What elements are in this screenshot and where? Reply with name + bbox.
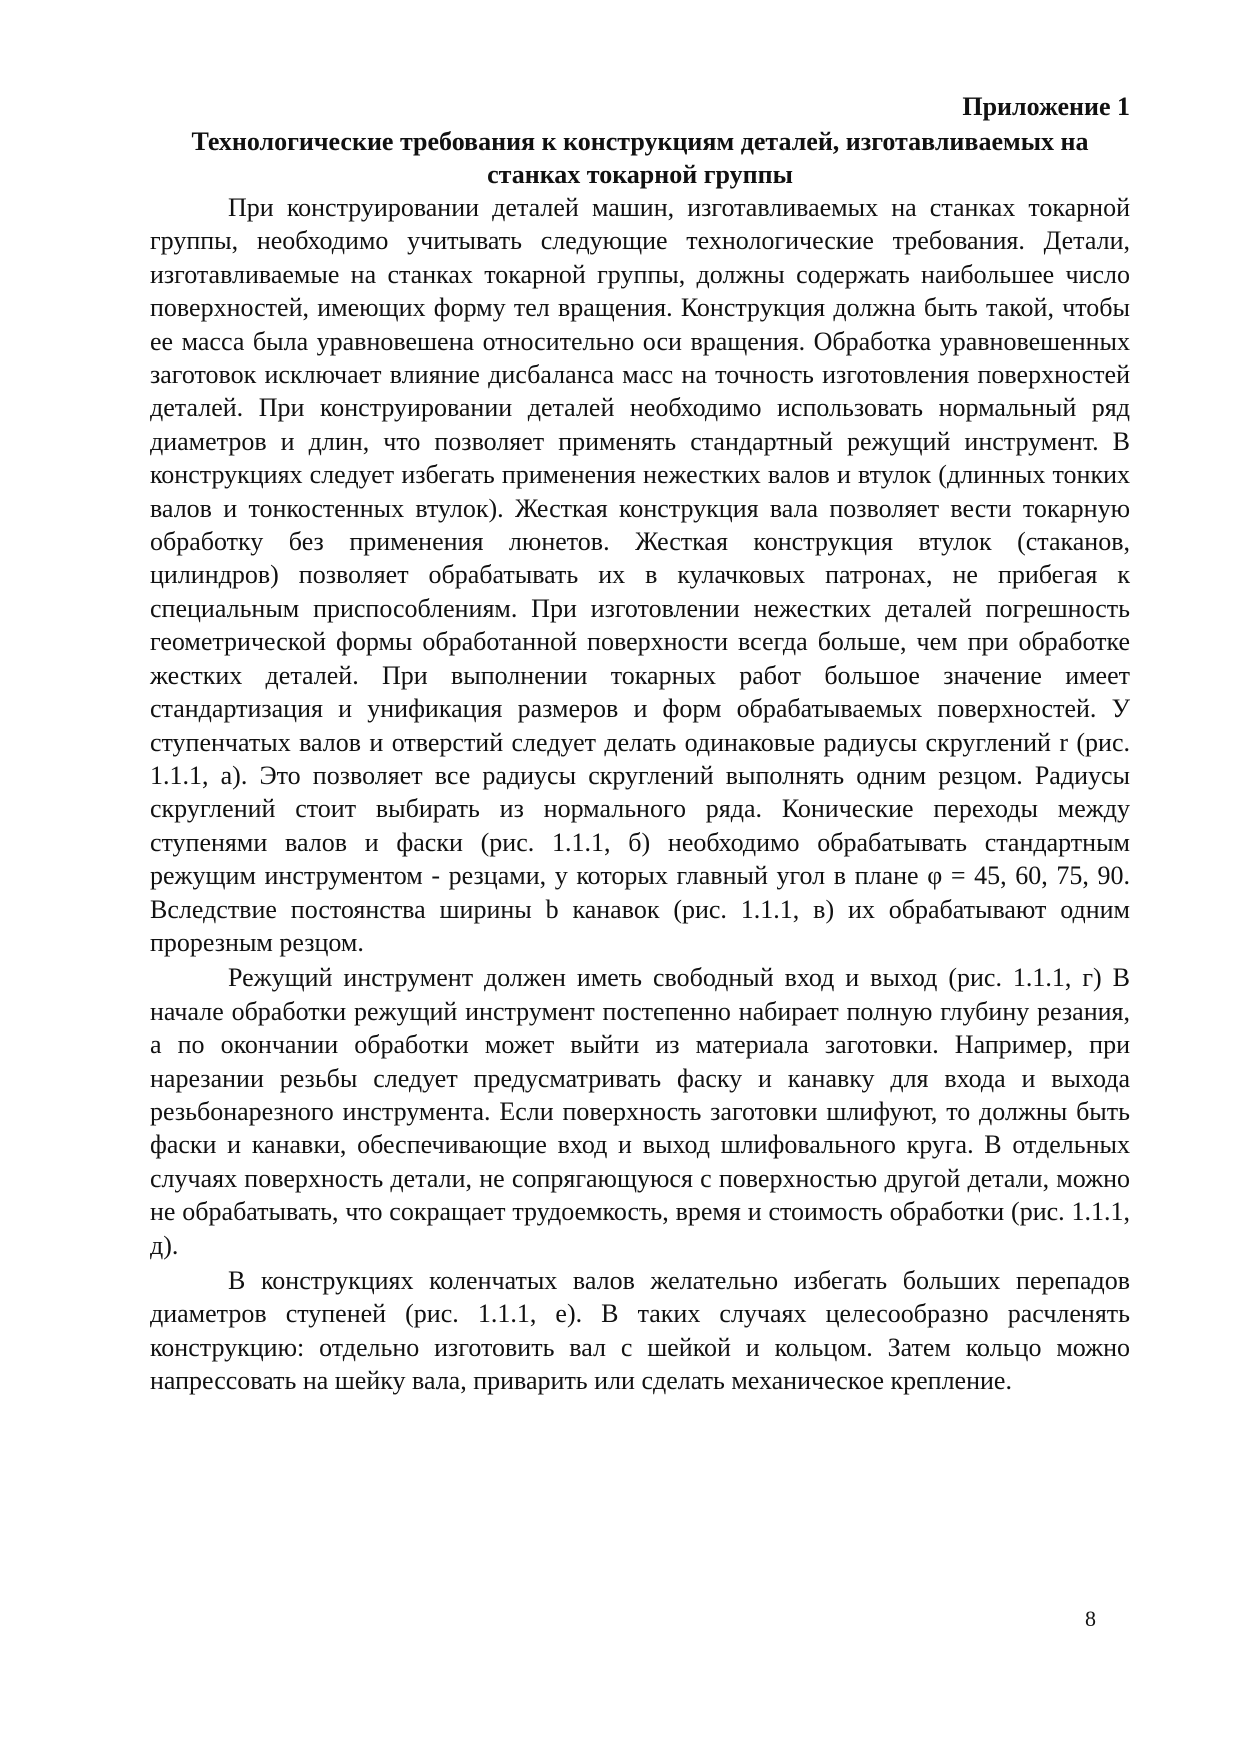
appendix-label: Приложение 1 xyxy=(962,92,1130,121)
document-title: Технологические требования к конструкциям деталей, изготавливаемых на станках токарной группы xyxy=(191,127,1089,189)
paragraph-3: В конструкциях коленчатых валов желательно избегать больших перепадов диаметров ступеней (рис. 1.1.1, е). В таких случаях целесообразно расчленять конструкцию: отдельно изготовить вал с шейкой и кольцом. Затем кольцо можно напрессовать на шейку вала, приварить или сделать механическое крепление. xyxy=(150,1266,1130,1396)
page-number: 8 xyxy=(1085,1606,1096,1631)
body-text xyxy=(150,191,1130,1398)
paragraph-1: При конструировании деталей машин, изготавливаемых на станках токарной группы, необходимо учитывать следующие технологические требования. Детали, изготавливаемые на станках токарной группы, должны содержать наибольшее число поверхностей, имеющих форму тел вращения. Конструкция должна быть такой, чтобы ее масса была уравновешена относительно оси вращения. Обработка уравновешенных заготовок исключает влияние дисбаланса масс на точность изготовления поверхностей деталей. При конструировании деталей необходимо использовать нормальный ряд диаметров и длин, что позволяет применять стандартный режущий инструмент. В конструкциях следует избегать применения нежестких валов и втулок (длинных тонких валов и тонкостенных втулок). Жесткая конструкция вала позволяет вести токарную обработку без применения люнетов. Жесткая конструкция втулок (стаканов, цилиндров) позволяет обрабатывать их в кулачковых патронах, не прибегая к специальным приспособлениям. При изготовлении нежестких деталей погрешность геометрической формы обработанной поверхности всегда больше, чем при обработке жестких деталей. При выполнении токарных работ большое значение имеет стандартизация и унификация размеров и форм обрабатываемых поверхностей. У ступенчатых валов и отверстий следует делать одинаковые радиусы скруглений r (рис. 1.1.1, а). Это позволяет все радиусы скруглений выполнять одним резцом. Радиусы скруглений стоит выбирать из нормального ряда. Конические переходы между ступенями валов и фаски (рис. 1.1.1, б) необходимо обрабатывать стандартным режущим инструментом - резцами, у которых главный угол в плане φ = 45, 60, 75, 90. Вследствие постоянства ширины b канавок (рис. 1.1.1, в) их обрабатывают одним прорезным резцом. xyxy=(150,193,1130,957)
document-page xyxy=(150,90,1130,1398)
paragraph-2: Режущий инструмент должен иметь свободный вход и выход (рис. 1.1.1, г) В начале обработки режущий инструмент постепенно набирает полную глубину резания, а по окончании обработки может выйти из материала заготовки. Например, при нарезании резьбы следует предусматривать фаску и канавку для входа и выхода резьбонарезного инструмента. Если поверхность заготовки шлифуют, то должны быть фаски и канавки, обеспечивающие вход и выход шлифовального круга. В отдельных случаях поверхность детали, не сопрягающуюся с поверхностью другой детали, можно не обрабатывать, что сокращает трудоемкость, время и стоимость обработки (рис. 1.1.1, д). xyxy=(150,963,1130,1260)
